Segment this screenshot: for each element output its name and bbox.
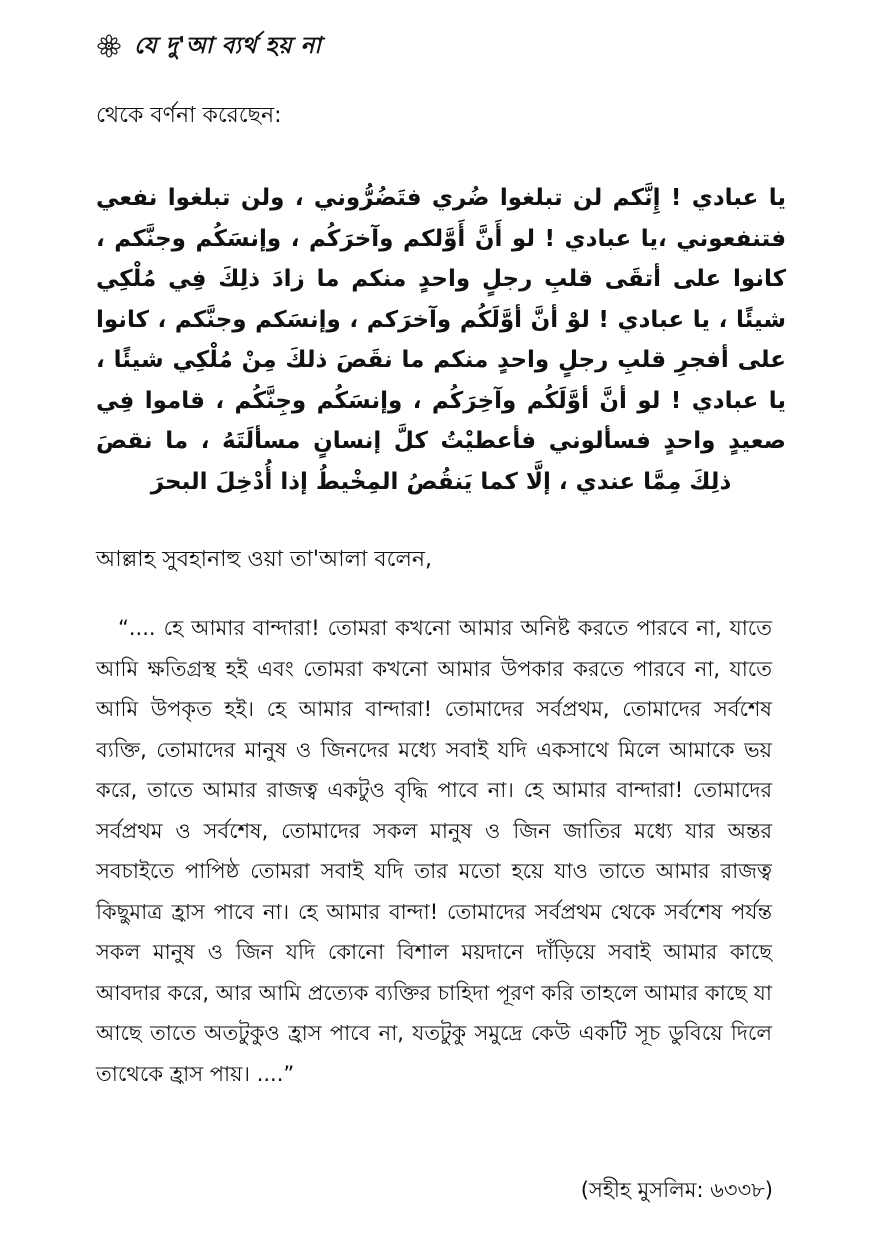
arabic-hadith-text: يا عبادي ! إِنَّكم لن تبلغوا ضُري فتَضُرُّوني ، ولن تبلغوا نفعي فتنفعوني ،يا عبادي ! لو أَنَّ أَوَّلكم وآخرَكُم ، وإنسَكُم وجنَّكم ، كانوا على أتقَى قلبِ رجلٍ واحدٍ منكم ما زادَ ذلِكَ فِي مُلْكِي شيئًا ، يا عبادي ! لوْ أنَّ أوَّلَكُم وآخرَكم ، وإنسَكم وجنَّكم ، كانوا على أفجرِ قلبِ رجلٍ واحدٍ منكم ما نقَصَ ذلكَ مِنْ مُلْكِي شيئًا ، يا عبادي ! لو أنَّ أوَّلَكُم وآخِرَكُم ، وإنسَكُم وجِنَّكُم ، قاموا فِي صعيدٍ واحدٍ فسألوني فأعطيْتُ كلَّ إنسانٍ مسألَتَهُ ، ما نقصَ ذلِكَ مِمَّا عندي ، إلَّا كما يَنقُصُ المِخْيطُ إذا أُدْخِلَ البحرَ <box>96 185 786 495</box>
bengali-translation: “.... হে আমার বান্দারা! তোমরা কখনো আমার অনিষ্ট করতে পারবে না, যাতে আমি ক্ষতিগ্রস্থ হই এবং তোমরা কখনো আমার উপকার করতে পারবে না, যাতে আমি উপকৃত হই। হে আমার বান্দারা! তোমাদের সর্বপ্রথম, তোমাদের সর্বশেষ ব্যক্তি, তোমাদের মানুষ ও জিনদের মধ্যে সবাই যদি একসাথে মিলে আমাকে ভয় করে, তাতে আমার রাজত্ব একটুও বৃদ্ধি পাবে না। হে আমার বান্দারা! তোমাদের সর্বপ্রথম ও সর্বশেষ, তোমাদের সকল মানুষ ও জিন জাতির মধ্যে যার অন্তর সবচাইতে পাপিষ্ঠ তোমরা সবাই যদি তার মতো হয়ে যাও তাতে আমার রাজত্ব কিছুমাত্র হ্রাস পাবে না। হে আমার বান্দা! তোমাদের সর্বপ্রথম থেকে সর্বশেষ পর্যন্ত সকল মানুষ ও জিন যদি কোনো বিশাল ময়দানে দাঁড়িয়ে সবাই আমার কাছে আবদার করে, আর আমি প্রত্যেক ব্যক্তির চাহিদা পূরণ করি তাহলে আমার কাছে যা আছে তাতে অতটুকুও হ্রাস পাবে না, যতটুকু সমুদ্রে কেউ একটি সূচ ডুবিয়ে দিলে তাথেকে হ্রাস পায়। ....” <box>96 616 772 1086</box>
allah-says-line: আল্লাহ সুবহানাহু ওয়া তা'আলা বলেন, <box>96 547 432 572</box>
page-header <box>96 26 321 66</box>
flower-ornament-icon <box>96 33 122 59</box>
hadith-citation: (সহীহ মুসলিম: ৬৩৩৮) <box>580 1178 773 1202</box>
intro-line: থেকে বর্ণনা করেছেন: <box>96 103 282 128</box>
chapter-title: যে দু'আ ব্যর্থ হয় না <box>134 31 322 59</box>
